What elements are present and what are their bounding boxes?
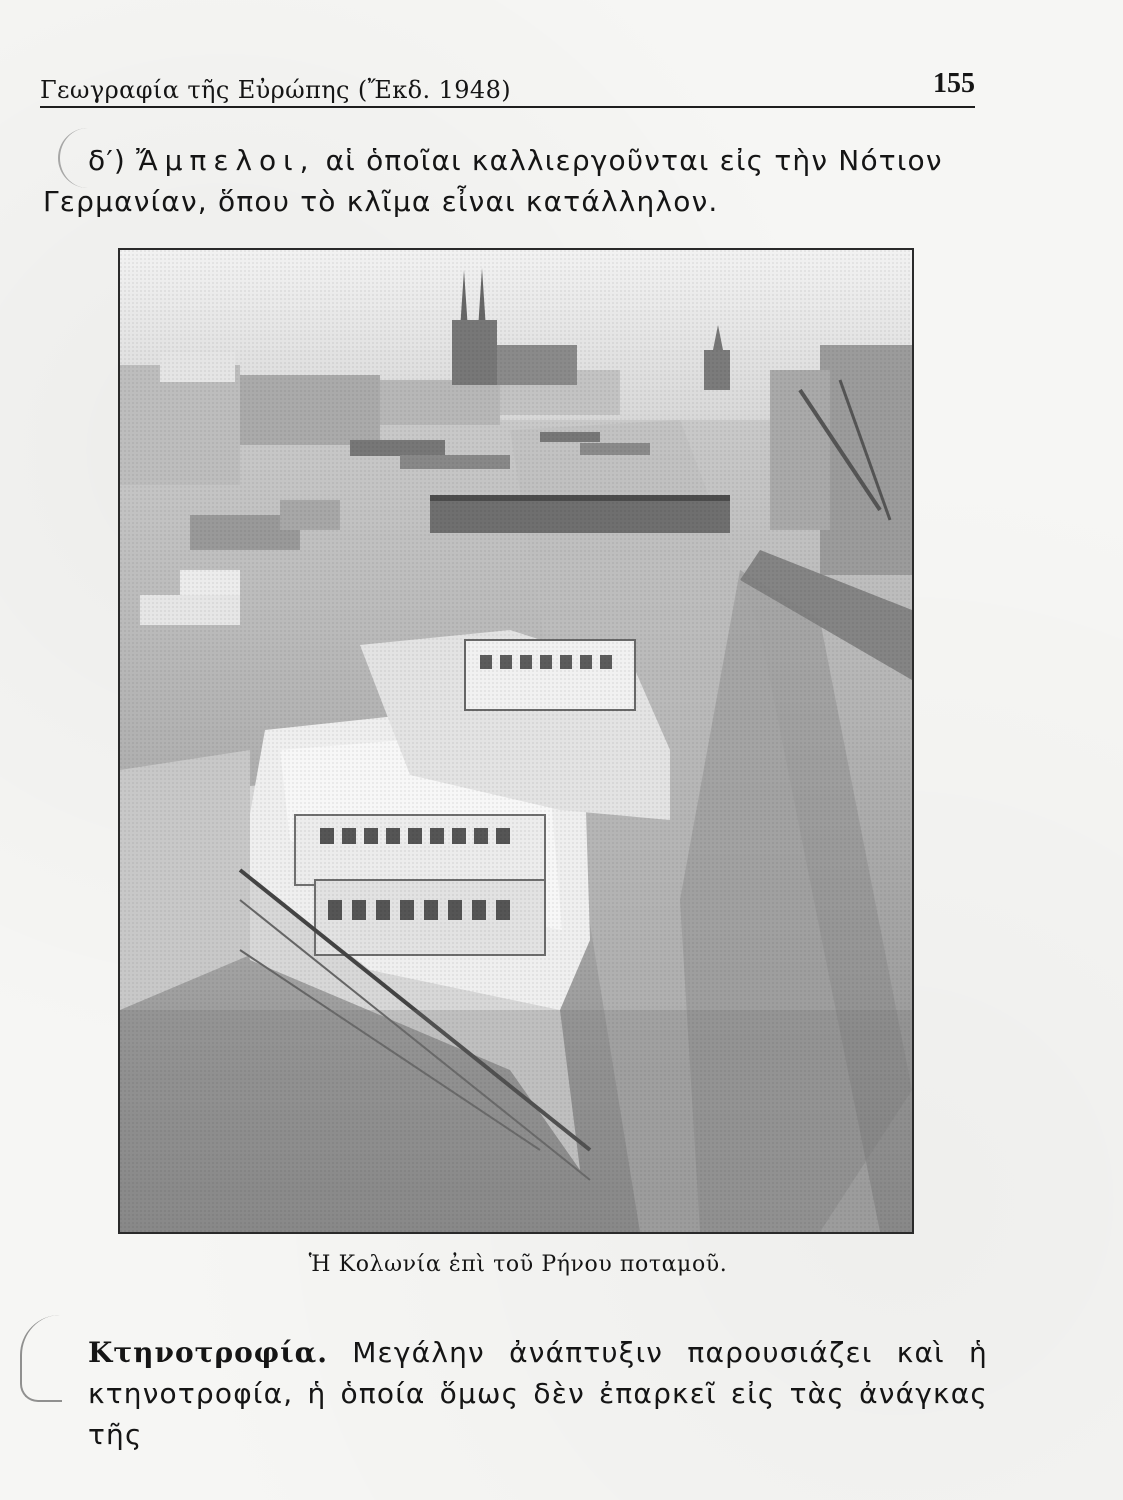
photo-caption: Ἡ Κολωνία ἐπὶ τοῦ Ρήνου ποταμοῦ. [308,1252,728,1277]
halftone-photo-illustration [120,250,912,1232]
paragraph-line-2: κτηνοτροφία, ἡ ὁποία ὅμως δὲν ἐπαρκεῖ εἰς τὰς ἀνάγκας τῆς [88,1377,988,1451]
item-label: δ′) [88,144,137,177]
paragraph-text: αἱ ὁποῖαι καλλιεργοῦνται εἰς τὴν Νότιον Γερμανίαν, ὅπου τὸ κλῖμα εἶναι κατάλληλον. [43,144,943,218]
spaced-term: Ἄμπελοι, [136,144,316,177]
running-header [40,68,975,108]
livestock-paragraph [88,1332,988,1455]
cologne-rhine-photo [118,248,914,1234]
vines-paragraph [43,140,973,222]
pencil-margin-mark-bottom [20,1315,62,1402]
paragraph-line-1-text: Μεγάλην ἀνάπτυξιν παρουσιάζει καὶ ἡ [327,1336,988,1369]
section-heading: Κτηνοτροφία. [88,1336,328,1369]
header-title: Γεωγραφία τῆς Εὐρώπης (Ἔκδ. 1948) [40,76,512,104]
page-number: 155 [933,68,975,99]
